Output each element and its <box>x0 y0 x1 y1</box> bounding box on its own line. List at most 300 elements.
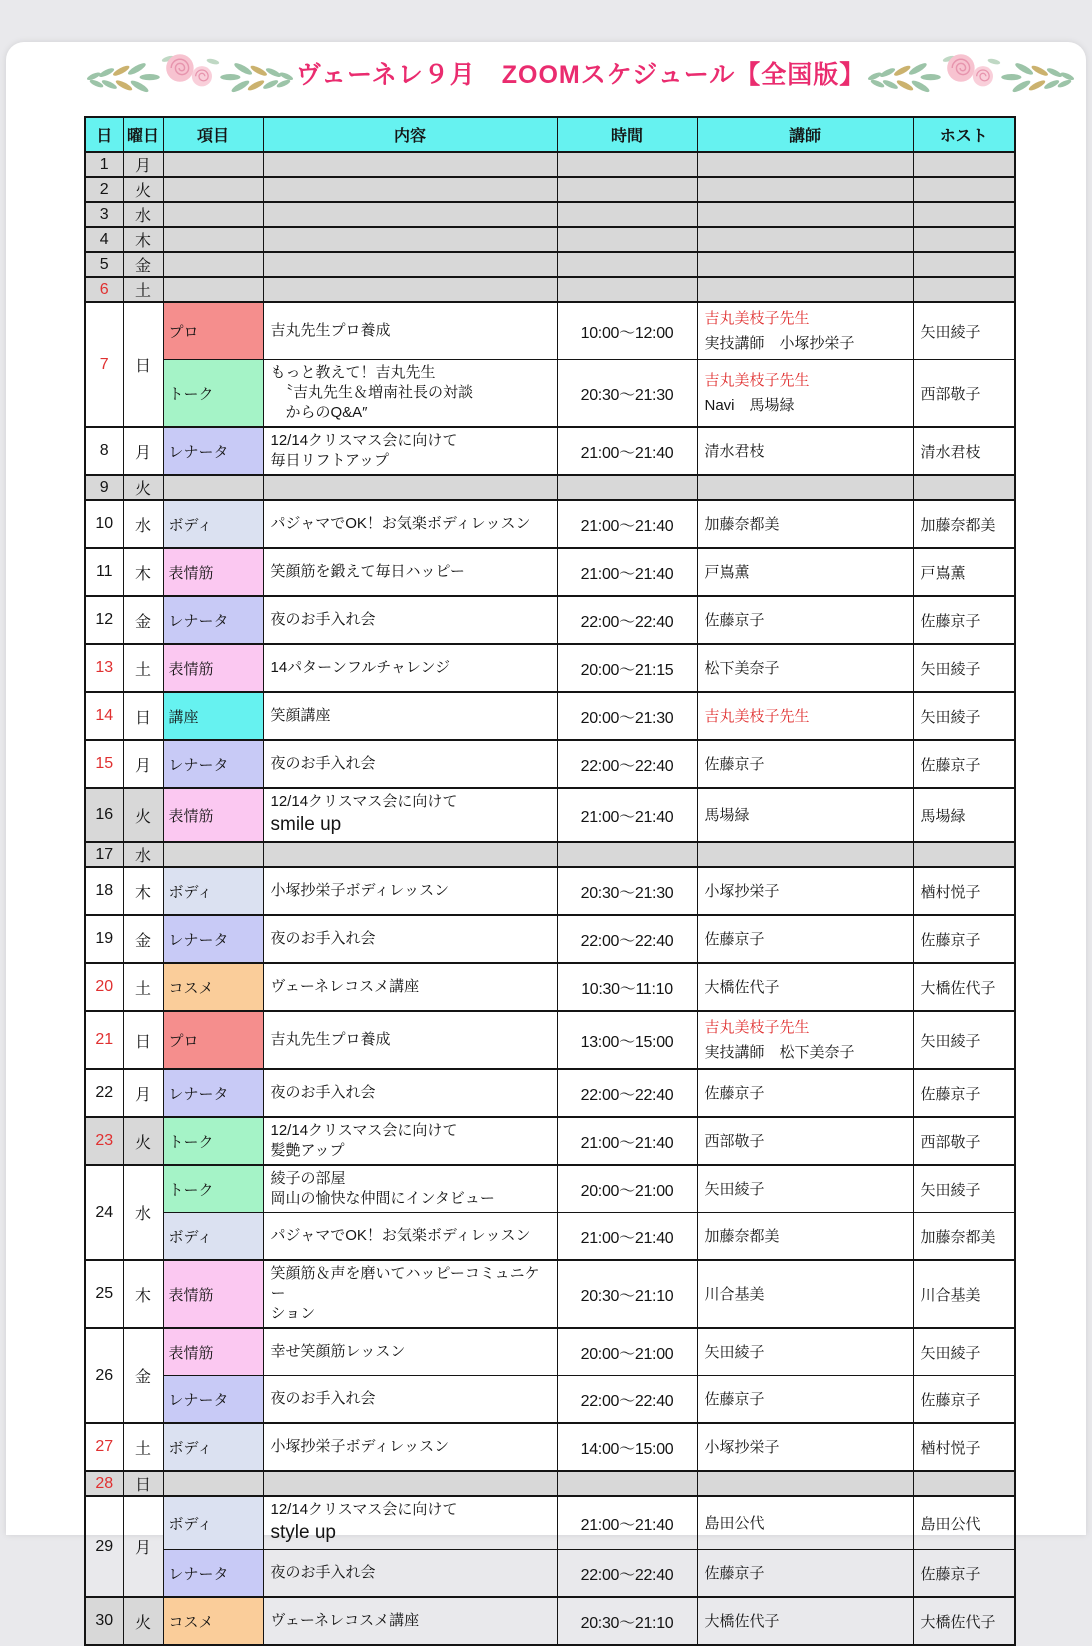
content-line: 髪艶アップ <box>270 1142 345 1159</box>
instructor-cell <box>697 963 913 1011</box>
instructor-line: 大橋佐代子 <box>704 1612 780 1630</box>
day-cell-17: 17 <box>85 842 123 867</box>
day-cell-1: 1 <box>85 152 123 177</box>
day-cell-21: 21 <box>85 1011 123 1069</box>
time-cell: 13:00～15:00 <box>557 1011 697 1069</box>
day-cell-15: 15 <box>85 740 123 788</box>
content-cell <box>263 1423 557 1471</box>
schedule-row-25 <box>85 1260 1015 1328</box>
category-cell: ボディ <box>163 867 263 915</box>
content-line: 夜のお手入れ会 <box>270 1084 376 1101</box>
time-cell: 20:00～21:15 <box>557 644 697 692</box>
time-cell: 20:30～21:10 <box>557 1597 697 1645</box>
weekday-cell-9: 火 <box>123 475 163 500</box>
schedule-row-7-2 <box>85 360 1015 428</box>
content-line: もっと教えて！吉丸先生 <box>270 364 436 381</box>
weekday-cell-13: 土 <box>123 644 163 692</box>
weekday-cell-27: 土 <box>123 1423 163 1471</box>
weekday-cell-8: 月 <box>123 427 163 475</box>
empty-instructor-cell-9 <box>697 475 913 500</box>
instructor-cell <box>697 1496 913 1550</box>
schedule-row-18 <box>85 867 1015 915</box>
content-line: 幸せ笑顔筋レッスン <box>270 1343 406 1360</box>
schedule-row-14 <box>85 692 1015 740</box>
host-cell: 矢田綾子 <box>913 1328 1015 1376</box>
instructor-cell <box>697 427 913 475</box>
day-cell-19: 19 <box>85 915 123 963</box>
category-cell: レナータ <box>163 596 263 644</box>
instructor-cell <box>697 867 913 915</box>
instructor-cell <box>697 548 913 596</box>
host-cell: 矢田綾子 <box>913 1011 1015 1069</box>
host-cell: 西部敬子 <box>913 360 1015 428</box>
empty-category-cell-2 <box>163 177 263 202</box>
host-cell: 矢田綾子 <box>913 1165 1015 1213</box>
schedule-row-17 <box>85 842 1015 867</box>
instructor-cell <box>697 1011 913 1069</box>
instructor-cell <box>697 1376 913 1424</box>
content-cell <box>263 1496 557 1550</box>
host-cell: 佐藤京子 <box>913 1376 1015 1424</box>
instructor-cell <box>697 740 913 788</box>
time-cell: 21:00～21:40 <box>557 1213 697 1261</box>
host-cell: 佐藤京子 <box>913 1069 1015 1117</box>
host-cell: 佐藤京子 <box>913 915 1015 963</box>
day-cell-30: 30 <box>85 1597 123 1645</box>
content-cell <box>263 692 557 740</box>
content-line: 12/14クリスマス会に向けて <box>270 793 458 810</box>
header-time: 時間 <box>557 117 697 152</box>
host-cell: 矢田綾子 <box>913 644 1015 692</box>
empty-content-cell-3 <box>263 202 557 227</box>
content-line: 小塚抄栄子ボディレッスン <box>270 882 450 899</box>
content-line: 夜のお手入れ会 <box>270 1564 376 1581</box>
host-cell: 楢村悦子 <box>913 867 1015 915</box>
instructor-line: Navi 馬場緑 <box>704 397 795 414</box>
time-cell: 10:30～11:10 <box>557 963 697 1011</box>
empty-time-cell-5 <box>557 252 697 277</box>
content-line: 夜のお手入れ会 <box>270 755 376 772</box>
day-cell-26: 26 <box>85 1328 123 1423</box>
category-cell: コスメ <box>163 1597 263 1645</box>
instructor-cell <box>697 360 913 428</box>
instructor-line: 島田公代 <box>704 1514 765 1532</box>
host-cell: 矢田綾子 <box>913 692 1015 740</box>
empty-time-cell-9 <box>557 475 697 500</box>
instructor-line: 矢田綾子 <box>704 1343 765 1361</box>
empty-category-cell-28 <box>163 1471 263 1496</box>
empty-content-cell-9 <box>263 475 557 500</box>
time-cell: 22:00～22:40 <box>557 596 697 644</box>
empty-category-cell-17 <box>163 842 263 867</box>
instructor-line: 吉丸美枝子先生 <box>704 1019 810 1036</box>
content-cell <box>263 1117 557 1165</box>
weekday-cell-5: 金 <box>123 252 163 277</box>
instructor-line: 矢田綾子 <box>704 1180 765 1198</box>
schedule-row-5 <box>85 252 1015 277</box>
category-cell: レナータ <box>163 1550 263 1598</box>
content-line: 〝吉丸先生＆増南社長の対談 <box>270 384 474 401</box>
content-line: 綾子の部屋 <box>270 1170 346 1187</box>
day-cell-13: 13 <box>85 644 123 692</box>
instructor-line: 加藤奈都美 <box>704 515 780 533</box>
empty-category-cell-3 <box>163 202 263 227</box>
empty-content-cell-6 <box>263 277 557 302</box>
weekday-cell-28: 日 <box>123 1471 163 1496</box>
weekday-cell-30: 火 <box>123 1597 163 1645</box>
category-cell: レナータ <box>163 1376 263 1424</box>
content-cell <box>263 963 557 1011</box>
empty-host-cell-3 <box>913 202 1015 227</box>
schedule-row-11 <box>85 548 1015 596</box>
host-cell: 矢田綾子 <box>913 302 1015 360</box>
host-cell: 大橋佐代子 <box>913 963 1015 1011</box>
schedule-row-24-1 <box>85 1165 1015 1213</box>
content-cell <box>263 360 557 428</box>
empty-instructor-cell-6 <box>697 277 913 302</box>
empty-time-cell-2 <box>557 177 697 202</box>
host-cell: 佐藤京子 <box>913 596 1015 644</box>
instructor-line: 実技講師 松下美奈子 <box>704 1044 855 1061</box>
time-cell: 20:30～21:10 <box>557 1260 697 1328</box>
content-line: 12/14クリスマス会に向けて <box>270 1501 458 1518</box>
content-cell <box>263 915 557 963</box>
content-line: style up <box>270 1522 336 1543</box>
header-instructor: 講師 <box>697 117 913 152</box>
schedule-row-28 <box>85 1471 1015 1496</box>
content-line: からのQ&A″ <box>270 404 368 421</box>
day-cell-28: 28 <box>85 1471 123 1496</box>
content-line: 夜のお手入れ会 <box>270 1390 376 1407</box>
content-cell <box>263 1260 557 1328</box>
content-line: 岡山の愉快な仲間にインタビュー <box>270 1190 495 1207</box>
weekday-cell-21: 日 <box>123 1011 163 1069</box>
empty-instructor-cell-2 <box>697 177 913 202</box>
content-cell <box>263 427 557 475</box>
category-cell: 表情筋 <box>163 644 263 692</box>
schedule-row-30 <box>85 1597 1015 1645</box>
instructor-line: 佐藤京子 <box>704 1564 765 1582</box>
empty-category-cell-4 <box>163 227 263 252</box>
content-cell <box>263 1550 557 1598</box>
host-cell: 加藤奈都美 <box>913 1213 1015 1261</box>
instructor-cell <box>697 1597 913 1645</box>
time-cell: 22:00～22:40 <box>557 1069 697 1117</box>
schedule-row-22 <box>85 1069 1015 1117</box>
weekday-cell-20: 土 <box>123 963 163 1011</box>
day-cell-12: 12 <box>85 596 123 644</box>
empty-category-cell-9 <box>163 475 263 500</box>
instructor-cell <box>697 500 913 548</box>
content-line: 笑顔筋を鍛えて毎日ハッピー <box>270 563 465 580</box>
content-line: パジャマでOK！お気楽ボディレッスン <box>270 1227 531 1244</box>
time-cell: 20:30～21:30 <box>557 867 697 915</box>
day-cell-27: 27 <box>85 1423 123 1471</box>
time-cell: 22:00～22:40 <box>557 1550 697 1598</box>
schedule-row-16 <box>85 788 1015 842</box>
day-cell-14: 14 <box>85 692 123 740</box>
weekday-cell-22: 月 <box>123 1069 163 1117</box>
header-day: 日 <box>85 117 123 152</box>
schedule-row-29-2 <box>85 1550 1015 1598</box>
instructor-cell <box>697 1213 913 1261</box>
content-cell <box>263 1328 557 1376</box>
header-content: 内容 <box>263 117 557 152</box>
day-cell-2: 2 <box>85 177 123 202</box>
empty-instructor-cell-5 <box>697 252 913 277</box>
instructor-line: 佐藤京子 <box>704 930 765 948</box>
empty-instructor-cell-1 <box>697 152 913 177</box>
host-cell: 川合基美 <box>913 1260 1015 1328</box>
instructor-line: 吉丸美枝子先生 <box>704 707 810 725</box>
schedule-row-9 <box>85 475 1015 500</box>
time-cell: 20:00～21:00 <box>557 1328 697 1376</box>
weekday-cell-3: 水 <box>123 202 163 227</box>
host-cell: 楢村悦子 <box>913 1423 1015 1471</box>
empty-host-cell-5 <box>913 252 1015 277</box>
time-cell: 21:00～21:40 <box>557 427 697 475</box>
content-cell <box>263 1165 557 1213</box>
category-cell: レナータ <box>163 915 263 963</box>
instructor-cell <box>697 1423 913 1471</box>
host-cell: 島田公代 <box>913 1496 1015 1550</box>
weekday-cell-17: 水 <box>123 842 163 867</box>
weekday-cell-7: 日 <box>123 302 163 427</box>
instructor-cell <box>697 644 913 692</box>
time-cell: 21:00～21:40 <box>557 548 697 596</box>
host-cell: 佐藤京子 <box>913 1550 1015 1598</box>
content-line: 吉丸先生プロ養成 <box>270 322 391 339</box>
instructor-line: 佐藤京子 <box>704 1390 765 1408</box>
weekday-cell-14: 日 <box>123 692 163 740</box>
instructor-line: 松下美奈子 <box>704 659 780 677</box>
empty-host-cell-9 <box>913 475 1015 500</box>
schedule-row-23 <box>85 1117 1015 1165</box>
day-cell-23: 23 <box>85 1117 123 1165</box>
host-cell: 西部敬子 <box>913 1117 1015 1165</box>
content-cell <box>263 644 557 692</box>
weekday-cell-23: 火 <box>123 1117 163 1165</box>
empty-time-cell-28 <box>557 1471 697 1496</box>
content-line: ヴェーネレコスメ講座 <box>270 1612 420 1629</box>
empty-host-cell-17 <box>913 842 1015 867</box>
empty-host-cell-2 <box>913 177 1015 202</box>
schedule-row-26-1 <box>85 1328 1015 1376</box>
schedule-row-4 <box>85 227 1015 252</box>
day-cell-9: 9 <box>85 475 123 500</box>
instructor-line: 川合基美 <box>704 1285 765 1303</box>
category-cell: レナータ <box>163 427 263 475</box>
schedule-row-24-2 <box>85 1213 1015 1261</box>
weekday-cell-2: 火 <box>123 177 163 202</box>
day-cell-4: 4 <box>85 227 123 252</box>
schedule-body <box>85 152 1015 1645</box>
instructor-cell <box>697 1328 913 1376</box>
schedule-row-7-1 <box>85 302 1015 360</box>
instructor-line: 佐藤京子 <box>704 611 765 629</box>
content-cell <box>263 596 557 644</box>
instructor-cell <box>697 1117 913 1165</box>
content-cell <box>263 500 557 548</box>
schedule-row-6 <box>85 277 1015 302</box>
category-cell: ボディ <box>163 1423 263 1471</box>
instructor-cell <box>697 915 913 963</box>
host-cell: 佐藤京子 <box>913 740 1015 788</box>
host-cell: 大橋佐代子 <box>913 1597 1015 1645</box>
weekday-cell-4: 木 <box>123 227 163 252</box>
category-cell: プロ <box>163 302 263 360</box>
content-cell <box>263 1376 557 1424</box>
category-cell: 講座 <box>163 692 263 740</box>
schedule-row-8 <box>85 427 1015 475</box>
day-cell-24: 24 <box>85 1165 123 1260</box>
content-line: 12/14クリスマス会に向けて <box>270 432 458 449</box>
instructor-line: 戸嶌薫 <box>704 563 750 581</box>
empty-content-cell-4 <box>263 227 557 252</box>
host-cell: 加藤奈都美 <box>913 500 1015 548</box>
weekday-cell-15: 月 <box>123 740 163 788</box>
content-cell <box>263 1597 557 1645</box>
instructor-line: 実技講師 小塚抄栄子 <box>704 335 855 352</box>
content-cell <box>263 740 557 788</box>
weekday-cell-29: 月 <box>123 1496 163 1597</box>
category-cell: ボディ <box>163 1213 263 1261</box>
schedule-page <box>6 42 1086 1632</box>
time-cell: 21:00～21:40 <box>557 1496 697 1550</box>
floral-ornament-right-icon <box>865 46 1077 101</box>
empty-host-cell-4 <box>913 227 1015 252</box>
instructor-cell <box>697 1165 913 1213</box>
schedule-row-20 <box>85 963 1015 1011</box>
weekday-cell-11: 木 <box>123 548 163 596</box>
content-cell <box>263 1069 557 1117</box>
category-cell: トーク <box>163 1165 263 1213</box>
time-cell: 22:00～22:40 <box>557 740 697 788</box>
weekday-cell-18: 木 <box>123 867 163 915</box>
category-cell: 表情筋 <box>163 1260 263 1328</box>
instructor-line: 加藤奈都美 <box>704 1227 780 1245</box>
schedule-row-21 <box>85 1011 1015 1069</box>
content-cell <box>263 548 557 596</box>
floral-ornament-left-icon <box>84 46 296 101</box>
instructor-line: 吉丸美枝子先生 <box>704 310 810 327</box>
category-cell: ボディ <box>163 1496 263 1550</box>
content-cell <box>263 1213 557 1261</box>
empty-content-cell-1 <box>263 152 557 177</box>
category-cell: コスメ <box>163 963 263 1011</box>
header-weekday: 曜日 <box>123 117 163 152</box>
content-line: smile up <box>270 814 342 835</box>
empty-instructor-cell-28 <box>697 1471 913 1496</box>
day-cell-20: 20 <box>85 963 123 1011</box>
time-cell: 21:00～21:40 <box>557 500 697 548</box>
instructor-line: 大橋佐代子 <box>704 978 780 996</box>
content-line: 小塚抄栄子ボディレッスン <box>270 1438 450 1455</box>
schedule-row-29-1 <box>85 1496 1015 1550</box>
empty-host-cell-1 <box>913 152 1015 177</box>
instructor-line: 佐藤京子 <box>704 1084 765 1102</box>
schedule-row-27 <box>85 1423 1015 1471</box>
category-cell: 表情筋 <box>163 1328 263 1376</box>
content-line: ション <box>270 1305 316 1322</box>
instructor-line: 小塚抄栄子 <box>704 1438 780 1456</box>
time-cell: 21:00～21:40 <box>557 788 697 842</box>
instructor-line: 西部敬子 <box>704 1132 765 1150</box>
empty-content-cell-28 <box>263 1471 557 1496</box>
day-cell-7: 7 <box>85 302 123 427</box>
category-cell: 表情筋 <box>163 548 263 596</box>
instructor-cell <box>697 1260 913 1328</box>
day-cell-18: 18 <box>85 867 123 915</box>
time-cell: 22:00～22:40 <box>557 915 697 963</box>
host-cell: 馬場緑 <box>913 788 1015 842</box>
content-line: 夜のお手入れ会 <box>270 930 376 947</box>
weekday-cell-1: 月 <box>123 152 163 177</box>
day-cell-6: 6 <box>85 277 123 302</box>
day-cell-8: 8 <box>85 427 123 475</box>
category-cell: トーク <box>163 360 263 428</box>
schedule-row-19 <box>85 915 1015 963</box>
day-cell-5: 5 <box>85 252 123 277</box>
time-cell: 21:00～21:40 <box>557 1117 697 1165</box>
weekday-cell-12: 金 <box>123 596 163 644</box>
content-line: 夜のお手入れ会 <box>270 611 376 628</box>
content-line: パジャマでOK！お気楽ボディレッスン <box>270 515 531 532</box>
schedule-row-26-2 <box>85 1376 1015 1424</box>
schedule-table <box>84 116 1016 1646</box>
empty-time-cell-4 <box>557 227 697 252</box>
weekday-cell-10: 水 <box>123 500 163 548</box>
header-category: 項目 <box>163 117 263 152</box>
empty-time-cell-1 <box>557 152 697 177</box>
weekday-cell-16: 火 <box>123 788 163 842</box>
empty-content-cell-2 <box>263 177 557 202</box>
category-cell: プロ <box>163 1011 263 1069</box>
instructor-line: 清水君枝 <box>704 442 765 460</box>
instructor-cell <box>697 692 913 740</box>
header-host: ホスト <box>913 117 1015 152</box>
empty-host-cell-6 <box>913 277 1015 302</box>
content-cell <box>263 1011 557 1069</box>
empty-content-cell-5 <box>263 252 557 277</box>
instructor-cell <box>697 1550 913 1598</box>
weekday-cell-25: 木 <box>123 1260 163 1328</box>
day-cell-3: 3 <box>85 202 123 227</box>
host-cell: 戸嶌薫 <box>913 548 1015 596</box>
day-cell-10: 10 <box>85 500 123 548</box>
empty-instructor-cell-3 <box>697 202 913 227</box>
day-cell-16: 16 <box>85 788 123 842</box>
empty-host-cell-28 <box>913 1471 1015 1496</box>
instructor-line: 吉丸美枝子先生 <box>704 372 810 389</box>
category-cell: レナータ <box>163 1069 263 1117</box>
content-line: 吉丸先生プロ養成 <box>270 1031 391 1048</box>
schedule-row-3 <box>85 202 1015 227</box>
weekday-cell-24: 水 <box>123 1165 163 1260</box>
empty-content-cell-17 <box>263 842 557 867</box>
content-line: 笑顔講座 <box>270 707 331 724</box>
category-cell: ボディ <box>163 500 263 548</box>
category-cell: トーク <box>163 1117 263 1165</box>
empty-time-cell-17 <box>557 842 697 867</box>
instructor-line: 小塚抄栄子 <box>704 882 780 900</box>
content-line: 毎日リフトアップ <box>270 452 390 469</box>
time-cell: 10:00～12:00 <box>557 302 697 360</box>
empty-time-cell-3 <box>557 202 697 227</box>
day-cell-25: 25 <box>85 1260 123 1328</box>
time-cell: 20:00～21:30 <box>557 692 697 740</box>
title-bar <box>84 42 1008 104</box>
